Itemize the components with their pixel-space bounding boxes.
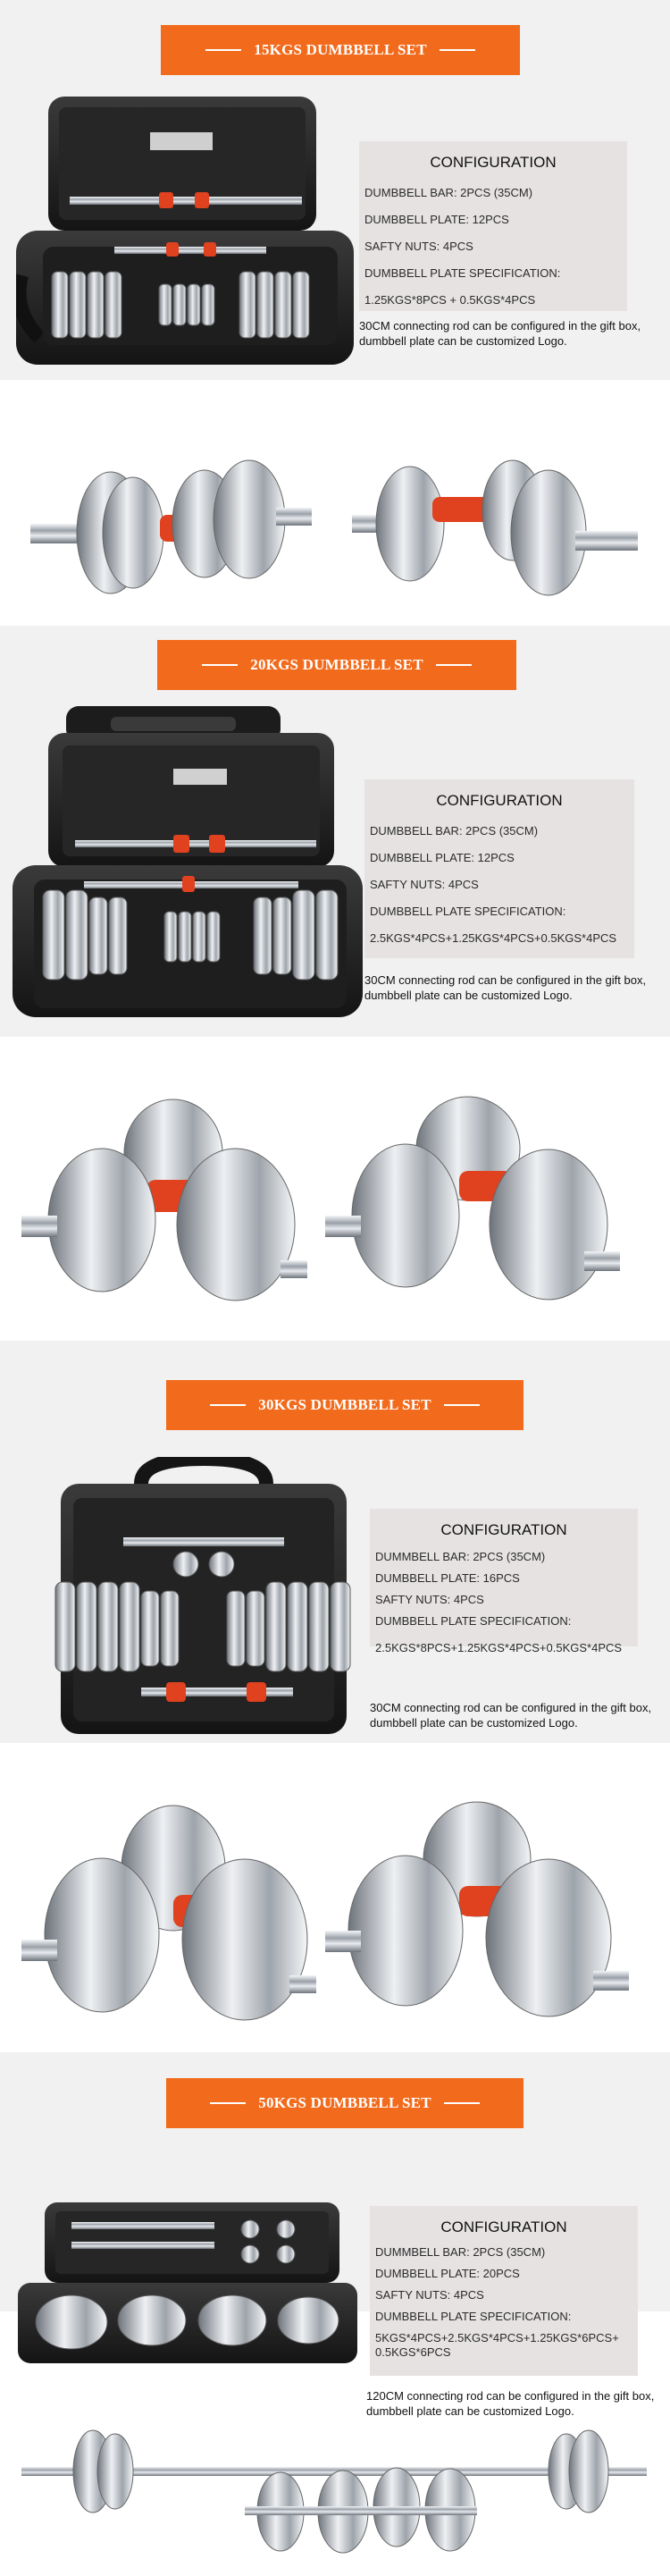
- config-plate: DUMBBELL PLATE: 12PCS: [364, 213, 509, 226]
- dumbbell-pair-image: [13, 1082, 656, 1323]
- config-title: CONFIGURATION: [436, 792, 563, 809]
- config-nuts: SAFTY NUTS: 4PCS: [364, 240, 473, 253]
- dumbbell-case-image: [16, 97, 354, 365]
- config-spec-label: DUMBBELL PLATE SPECIFICATION:: [370, 905, 566, 918]
- configuration-card: [359, 141, 627, 311]
- section-banner-30kg: [166, 1380, 523, 1430]
- section-banner-15kg: [161, 25, 520, 75]
- config-nuts: SAFTY NUTS: 4PCS: [375, 2288, 484, 2302]
- config-plate: DUMBBELL PLATE: 12PCS: [370, 851, 515, 864]
- config-spec-label: DUMBBELL PLATE SPECIFICATION:: [375, 2310, 572, 2323]
- config-bar: DUMBBELL BAR: 2PCS (35CM): [364, 186, 533, 199]
- config-note: 30CM connecting rod can be configured in the gift box, dumbbell plate can be customized Logo.: [364, 973, 647, 1002]
- configuration-card: [370, 1509, 638, 1654]
- config-plate: DUMBBELL PLATE: 20PCS: [375, 2267, 520, 2280]
- config-plate: DUMBBELL PLATE: 16PCS: [375, 1571, 520, 1585]
- config-spec-value: 2.5KGS*8PCS+1.25KGS*4PCS+0.5KGS*4PCS: [375, 1641, 623, 1654]
- config-note: 30CM connecting rod can be configured in the gift box, dumbbell plate can be customized Logo.: [359, 319, 641, 348]
- config-note: 30CM connecting rod can be configured in the gift box, dumbbell plate can be customized Logo.: [370, 1701, 652, 1730]
- config-nuts: SAFTY NUTS: 4PCS: [370, 878, 479, 891]
- config-title: CONFIGURATION: [440, 2218, 567, 2235]
- dumbbell-pair-image: [13, 425, 656, 613]
- dumbbell-pair-image: [13, 1788, 656, 2047]
- banner-text: 50KGS DUMBBELL SET: [258, 2094, 431, 2111]
- banner-text: 30KGS DUMBBELL SET: [258, 1396, 431, 1413]
- config-spec-value: 2.5KGS*4PCS+1.25KGS*4PCS+0.5KGS*4PCS: [370, 931, 617, 945]
- config-bar: DUMMBELL BAR: 2PCS (35CM): [375, 1550, 546, 1563]
- section-banner-50kg: [166, 2078, 523, 2128]
- config-nuts: SAFTY NUTS: 4PCS: [375, 1593, 484, 1606]
- banner-text: 20KGS DUMBBELL SET: [250, 656, 423, 673]
- dumbbell-case-image: [18, 2202, 357, 2363]
- config-note: 120CM connecting rod can be configured in the gift box, dumbbell plate can be customized Logo.: [366, 2389, 655, 2418]
- banner-text: 15KGS DUMBBELL SET: [254, 41, 427, 58]
- config-bar: DUMMBELL BAR: 2PCS (35CM): [375, 2245, 546, 2259]
- configuration-card: [364, 779, 634, 958]
- dumbbell-case-image: [13, 706, 363, 1019]
- config-spec-label: DUMBBELL PLATE SPECIFICATION:: [364, 266, 561, 280]
- config-spec-value: 1.25KGS*8PCS + 0.5KGS*4PCS: [364, 293, 536, 307]
- configuration-card: [370, 2206, 638, 2376]
- config-spec-label: DUMBBELL PLATE SPECIFICATION:: [375, 1614, 572, 1628]
- barbell-dumbbell-image: [13, 2413, 656, 2565]
- dumbbell-case-image: [52, 1457, 356, 1743]
- config-title: CONFIGURATION: [440, 1521, 567, 1538]
- section-banner-20kg: [157, 640, 516, 690]
- config-spec-value: 5KGS*4PCS+2.5KGS*4PCS+1.25KGS*6PCS+ 0.5KGS*6PCS: [375, 2331, 619, 2359]
- config-bar: DUMBBELL BAR: 2PCS (35CM): [370, 824, 539, 838]
- config-title: CONFIGURATION: [430, 154, 557, 171]
